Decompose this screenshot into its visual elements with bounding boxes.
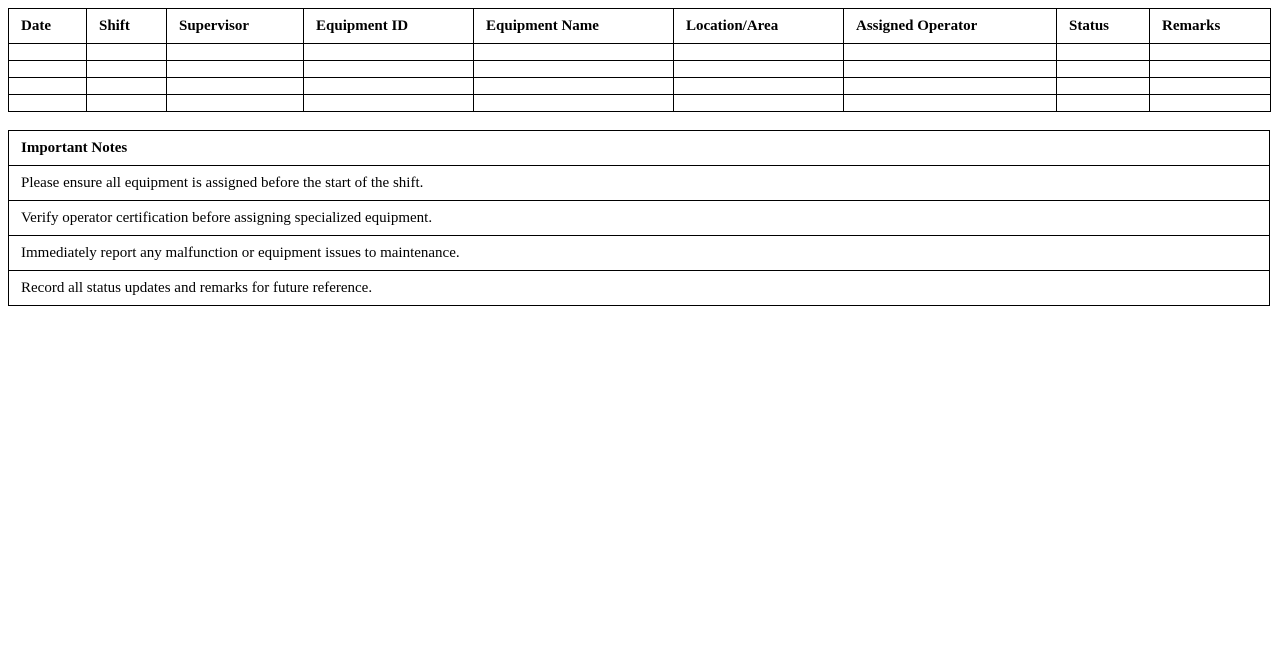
table-cell[interactable] <box>167 44 304 61</box>
note-item: Record all status updates and remarks for future reference. <box>9 271 1270 306</box>
table-cell[interactable] <box>674 44 844 61</box>
table-cell[interactable] <box>474 61 674 78</box>
table-cell[interactable] <box>9 95 87 112</box>
column-header-remarks: Remarks <box>1150 9 1271 44</box>
table-cell[interactable] <box>1150 61 1271 78</box>
table-cell[interactable] <box>9 61 87 78</box>
table-cell[interactable] <box>304 61 474 78</box>
table-cell[interactable] <box>1150 78 1271 95</box>
table-cell[interactable] <box>474 44 674 61</box>
table-cell[interactable] <box>9 44 87 61</box>
table-cell[interactable] <box>1057 95 1150 112</box>
table-cell[interactable] <box>474 78 674 95</box>
column-header-status: Status <box>1057 9 1150 44</box>
equipment-assignment-table <box>8 8 1271 112</box>
table-row <box>9 78 1271 95</box>
table-cell[interactable] <box>304 95 474 112</box>
note-item: Verify operator certification before assigning specialized equipment. <box>9 201 1270 236</box>
table-cell[interactable] <box>87 95 167 112</box>
table-cell[interactable] <box>1057 44 1150 61</box>
table-cell[interactable] <box>844 44 1057 61</box>
column-header-location-area: Location/Area <box>674 9 844 44</box>
table-cell[interactable] <box>87 44 167 61</box>
table-cell[interactable] <box>1057 78 1150 95</box>
notes-header-row <box>9 131 1270 166</box>
column-header-assigned-operator: Assigned Operator <box>844 9 1057 44</box>
table-cell[interactable] <box>304 44 474 61</box>
important-notes-table <box>8 130 1270 306</box>
table-cell[interactable] <box>844 78 1057 95</box>
table-cell[interactable] <box>844 95 1057 112</box>
table-cell[interactable] <box>1057 61 1150 78</box>
page-content <box>8 8 1270 306</box>
table-cell[interactable] <box>87 78 167 95</box>
table-cell[interactable] <box>304 78 474 95</box>
note-item: Please ensure all equipment is assigned before the start of the shift. <box>9 166 1270 201</box>
table-cell[interactable] <box>167 61 304 78</box>
note-row <box>9 271 1270 306</box>
table-cell[interactable] <box>87 61 167 78</box>
table-row <box>9 44 1271 61</box>
note-row <box>9 236 1270 271</box>
note-row <box>9 166 1270 201</box>
table-cell[interactable] <box>674 78 844 95</box>
table-row <box>9 95 1271 112</box>
column-header-equipment-id: Equipment ID <box>304 9 474 44</box>
table-cell[interactable] <box>844 61 1057 78</box>
column-header-date: Date <box>9 9 87 44</box>
note-item: Immediately report any malfunction or equipment issues to maintenance. <box>9 236 1270 271</box>
table-cell[interactable] <box>674 95 844 112</box>
table-cell[interactable] <box>167 95 304 112</box>
table-header-row <box>9 9 1271 44</box>
table-row <box>9 61 1271 78</box>
column-header-equipment-name: Equipment Name <box>474 9 674 44</box>
table-cell[interactable] <box>474 95 674 112</box>
table-cell[interactable] <box>1150 95 1271 112</box>
column-header-supervisor: Supervisor <box>167 9 304 44</box>
table-cell[interactable] <box>9 78 87 95</box>
column-header-shift: Shift <box>87 9 167 44</box>
note-row <box>9 201 1270 236</box>
table-cell[interactable] <box>1150 44 1271 61</box>
table-cell[interactable] <box>167 78 304 95</box>
table-cell[interactable] <box>674 61 844 78</box>
notes-title: Important Notes <box>9 131 1270 166</box>
